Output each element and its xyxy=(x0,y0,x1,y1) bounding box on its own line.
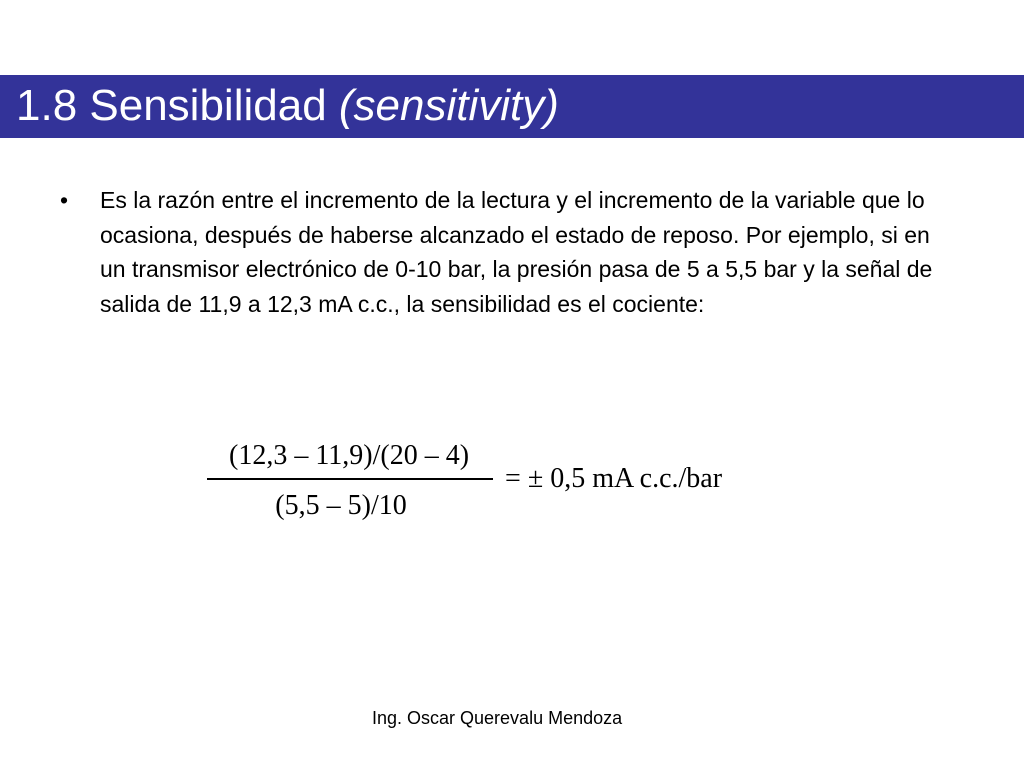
slide-title-main: 1.8 Sensibilidad xyxy=(16,81,339,130)
formula-denominator: (5,5 – 5)/10 xyxy=(275,489,407,521)
bullet-text: Es la razón entre el incremento de la lectura y el incremento de la variable que lo ocasiona, después de haberse alcanzado el estado de reposo. Por ejemplo, si en un transmisor electrónico de 0-10 bar, la presión pasa de 5 a 5,5 bar y la señal de salida de 11,9 a 12,3 mA c.c., la sensibilidad es el cociente: xyxy=(100,187,933,317)
formula-result: = ± 0,5 mA c.c./bar xyxy=(505,462,723,494)
slide-title xyxy=(16,80,559,132)
sensitivity-formula xyxy=(207,436,722,526)
formula-fraction xyxy=(207,436,493,526)
bullet-marker: • xyxy=(60,187,69,213)
bullet-item xyxy=(60,183,960,321)
formula-numerator: (12,3 – 11,9)/(20 – 4) xyxy=(229,440,470,471)
slide-title-translation: (sensitivity) xyxy=(338,81,559,130)
footer-author: Ing. Oscar Querevalu Mendoza xyxy=(372,708,623,728)
bullet-list xyxy=(60,183,960,321)
